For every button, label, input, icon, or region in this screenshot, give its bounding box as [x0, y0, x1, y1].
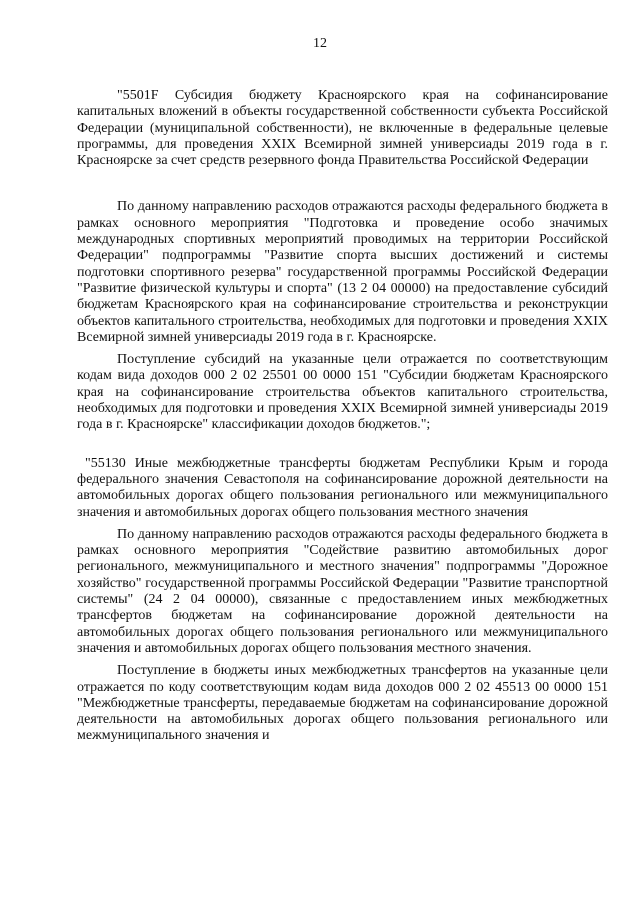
- section-gap: [77, 434, 608, 456]
- section-heading-5501f: "5501F Субсидия бюджету Красноярского края на софинансирование капитальных вложений в объекты государственной собственности субъекта Российской Федерации (муниципальной собственности), не включенные в федеральные целевые программы, для проведения XXIX Всемирной зимней универсиады 2019 года в г. Красноярске за счет средств резервного фонда Правительства Российской Федерации: [77, 88, 608, 169]
- section-paragraph-55130-revenue: Поступление в бюджеты иных межбюджетных трансфертов на указанные цели отражается по коду соответствующим кодам вида доходов 000 2 02 45513 00 0000 151 "Межбюджетные трансферты, передаваемые бюджетам на софинансирование дорожной деятельности на автомобильных дорогах общего пользования регионального или межмуниципального значения и: [77, 663, 608, 744]
- page-number: 12: [313, 36, 327, 51]
- section-heading-55130: "55130 Иные межбюджетные трансферты бюджетам Республики Крым и города федерального значения Севастополя на софинансирование дорожной деятельности на автомобильных дорогах общего пользования регионального или межмуниципального значения и автомобильных дорогах общего пользования местного значения: [77, 455, 608, 520]
- document-body: [77, 88, 608, 745]
- section-paragraph-5501f-description: По данному направлению расходов отражаются расходы федерального бюджета в рамках основного мероприятия "Подготовка и проведение особо значимых международных спортивных мероприятий проводимых на территории Российской Федерации" подпрограммы "Развитие спорта высших достижений и системы подготовки спортивного резерва" государственной программы Российской Федерации "Развитие физической культуры и спорта" (13 2 04 00000) на предоставление субсидий бюджетам Красноярского края на софинансирование строительства и реконструкции объектов капитального строительства, необходимых для подготовки и проведения XXIX Всемирной зимней универсиады 2019 года в г. Красноярске.: [77, 199, 608, 345]
- section-paragraph-5501f-revenue: Поступление субсидий на указанные цели отражается по соответствующим кодам вида доходов 000 2 02 25501 00 0000 151 "Субсидии бюджетам Красноярского края на софинансирование строительства объектов капитального строительства, необходимых для подготовки и проведения XXIX Всемирной зимней универсиады 2019 года в г. Красноярске" классификации доходов бюджетов.";: [77, 352, 608, 433]
- section-paragraph-55130-description: По данному направлению расходов отражаются расходы федерального бюджета в рамках основного мероприятия "Содействие развитию автомобильных дорог регионального, межмуниципального и местного значения" подпрограммы "Дорожное хозяйство" государственной программы Российской Федерации "Развитие транспортной системы" (24 2 04 00000), связанные с предоставлением иных межбюджетных трансфертов бюджетам на софинансирование дорожной деятельности на автомобильных дорогах общего пользования регионального или межмуниципального значения и автомобильных дорогах общего пользования местного значения.: [77, 526, 608, 656]
- paragraph-gap: [77, 169, 608, 199]
